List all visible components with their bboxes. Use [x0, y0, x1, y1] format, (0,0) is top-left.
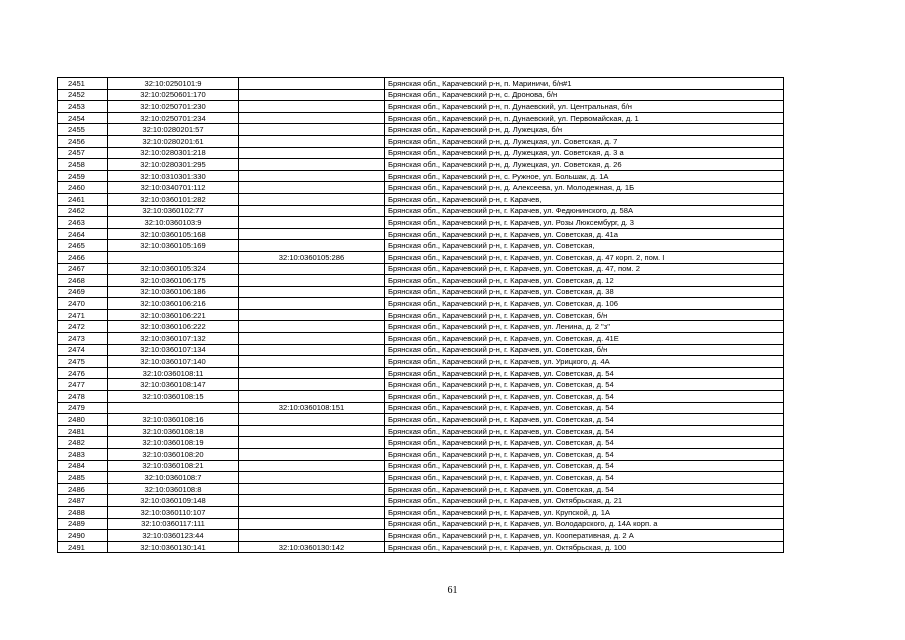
address-cell: Брянская обл., Карачевский р-н, с. Дронова, б/н — [385, 89, 784, 101]
cadastral-number-cell: 32:10:0360109:148 — [108, 495, 239, 507]
row-number-cell: 2485 — [58, 472, 108, 484]
row-number-cell: 2475 — [58, 356, 108, 368]
table-row — [58, 472, 784, 484]
address-cell: Брянская обл., Карачевский р-н, г. Карачев, ул. Советская, д. 54 — [385, 449, 784, 461]
row-number-cell: 2464 — [58, 228, 108, 240]
related-cadastral-number-cell — [239, 518, 385, 530]
address-cell: Брянская обл., Карачевский р-н, г. Карачев, ул. Советская, д. 106 — [385, 298, 784, 310]
cadastral-number-cell: 32:10:0360106:221 — [108, 309, 239, 321]
table-row — [58, 437, 784, 449]
related-cadastral-number-cell — [239, 367, 385, 379]
related-cadastral-number-cell — [239, 228, 385, 240]
address-cell: Брянская обл., Карачевский р-н, г. Карачев, ул. Володарского, д. 14А корп. а — [385, 518, 784, 530]
row-number-cell: 2465 — [58, 240, 108, 252]
related-cadastral-number-cell — [239, 437, 385, 449]
address-cell: Брянская обл., Карачевский р-н, д. Лужецкая, б/н — [385, 124, 784, 136]
row-number-cell: 2451 — [58, 78, 108, 90]
cadastral-number-cell: 32:10:0360108:21 — [108, 460, 239, 472]
row-number-cell: 2457 — [58, 147, 108, 159]
cadastral-number-cell: 32:10:0360106:216 — [108, 298, 239, 310]
row-number-cell: 2480 — [58, 414, 108, 426]
row-number-cell: 2473 — [58, 333, 108, 345]
address-cell: Брянская обл., Карачевский р-н, д. Лужецкая, ул. Советская, д. 3 а — [385, 147, 784, 159]
row-number-cell: 2455 — [58, 124, 108, 136]
cadastral-number-cell — [108, 251, 239, 263]
row-number-cell: 2456 — [58, 135, 108, 147]
address-cell: Брянская обл., Карачевский р-н, г. Карачев, ул. Советская, д. 54 — [385, 483, 784, 495]
cadastral-number-cell: 32:10:0360108:20 — [108, 449, 239, 461]
related-cadastral-number-cell — [239, 112, 385, 124]
related-cadastral-number-cell — [239, 89, 385, 101]
table-row — [58, 449, 784, 461]
related-cadastral-number-cell — [239, 193, 385, 205]
related-cadastral-number-cell — [239, 298, 385, 310]
address-cell: Брянская обл., Карачевский р-н, г. Карачев, ул. Федюнинского, д. 58А — [385, 205, 784, 217]
row-number-cell: 2467 — [58, 263, 108, 275]
related-cadastral-number-cell — [239, 495, 385, 507]
related-cadastral-number-cell: 32:10:0360105:286 — [239, 251, 385, 263]
table-row — [58, 333, 784, 345]
table-row — [58, 356, 784, 368]
row-number-cell: 2483 — [58, 449, 108, 461]
page-number: 61 — [447, 585, 458, 596]
address-cell: Брянская обл., Карачевский р-н, г. Карачев, ул. Крупской, д. 1А — [385, 506, 784, 518]
address-cell: Брянская обл., Карачевский р-н, г. Карачев, ул. Октябрьская, д. 21 — [385, 495, 784, 507]
related-cadastral-number-cell — [239, 321, 385, 333]
related-cadastral-number-cell — [239, 344, 385, 356]
row-number-cell: 2452 — [58, 89, 108, 101]
address-cell: Брянская обл., Карачевский р-н, г. Карачев, ул. Советская, д. 47 корп. 2, пом. I — [385, 251, 784, 263]
table-row — [58, 402, 784, 414]
table-row — [58, 89, 784, 101]
related-cadastral-number-cell — [239, 309, 385, 321]
cadastral-number-cell: 32:10:0280301:218 — [108, 147, 239, 159]
row-number-cell: 2487 — [58, 495, 108, 507]
address-cell: Брянская обл., Карачевский р-н, г. Карачев, ул. Советская, д. 12 — [385, 275, 784, 287]
row-number-cell: 2488 — [58, 506, 108, 518]
table-row — [58, 541, 784, 553]
cadastral-number-cell: 32:10:0360105:168 — [108, 228, 239, 240]
address-cell: Брянская обл., Карачевский р-н, г. Карачев, ул. Советская, д. 54 — [385, 367, 784, 379]
address-cell: Брянская обл., Карачевский р-н, г. Карачев, ул. Советская, б/н — [385, 309, 784, 321]
related-cadastral-number-cell — [239, 135, 385, 147]
related-cadastral-number-cell — [239, 414, 385, 426]
cadastral-number-cell: 32:10:0360108:7 — [108, 472, 239, 484]
table-row — [58, 228, 784, 240]
cadastral-number-cell — [108, 402, 239, 414]
related-cadastral-number-cell — [239, 391, 385, 403]
row-number-cell: 2459 — [58, 170, 108, 182]
row-number-cell: 2471 — [58, 309, 108, 321]
cadastral-number-cell: 32:10:0280201:57 — [108, 124, 239, 136]
address-cell: Брянская обл., Карачевский р-н, г. Карачев, ул. Октябрьская, д. 100 — [385, 541, 784, 553]
table-row — [58, 483, 784, 495]
address-cell: Брянская обл., Карачевский р-н, г. Карачев, ул. Советская, д. 54 — [385, 414, 784, 426]
address-cell: Брянская обл., Карачевский р-н, г. Карачев, ул. Кооперативная, д. 2 А — [385, 530, 784, 542]
row-number-cell: 2491 — [58, 541, 108, 553]
table-row — [58, 275, 784, 287]
address-cell: Брянская обл., Карачевский р-н, п. Дунаевский, ул. Центральная, б/н — [385, 101, 784, 113]
cadastral-number-cell: 32:10:0360123:44 — [108, 530, 239, 542]
table-row — [58, 205, 784, 217]
cadastral-number-cell: 32:10:0360107:132 — [108, 333, 239, 345]
cadastral-number-cell: 32:10:0360110:107 — [108, 506, 239, 518]
address-cell: Брянская обл., Карачевский р-н, г. Карачев, ул. Советская, д. 54 — [385, 391, 784, 403]
related-cadastral-number-cell: 32:10:0360130:142 — [239, 541, 385, 553]
cadastral-number-cell: 32:10:0250101:9 — [108, 78, 239, 90]
table-row — [58, 506, 784, 518]
cadastral-number-cell: 32:10:0360101:282 — [108, 193, 239, 205]
address-cell: Брянская обл., Карачевский р-н, г. Карачев, ул. Советская, д. 41а — [385, 228, 784, 240]
table-row — [58, 379, 784, 391]
address-cell: Брянская обл., Карачевский р-н, г. Карачев, ул. Советская, д. 54 — [385, 379, 784, 391]
cadastral-number-cell: 32:10:0360106:186 — [108, 286, 239, 298]
table-row — [58, 251, 784, 263]
cadastral-number-cell: 32:10:0360108:19 — [108, 437, 239, 449]
table-row — [58, 298, 784, 310]
related-cadastral-number-cell — [239, 124, 385, 136]
related-cadastral-number-cell — [239, 78, 385, 90]
related-cadastral-number-cell — [239, 379, 385, 391]
cadastral-number-cell: 32:10:0360107:134 — [108, 344, 239, 356]
row-number-cell: 2481 — [58, 425, 108, 437]
cadastral-number-cell: 32:10:0360105:169 — [108, 240, 239, 252]
related-cadastral-number-cell — [239, 275, 385, 287]
row-number-cell: 2463 — [58, 217, 108, 229]
address-cell: Брянская обл., Карачевский р-н, г. Карачев, ул. Советская, д. 54 — [385, 472, 784, 484]
related-cadastral-number-cell — [239, 159, 385, 171]
cadastral-number-cell: 32:10:0360108:18 — [108, 425, 239, 437]
related-cadastral-number-cell: 32:10:0360108:151 — [239, 402, 385, 414]
related-cadastral-number-cell — [239, 449, 385, 461]
related-cadastral-number-cell — [239, 205, 385, 217]
cadastral-number-cell: 32:10:0360108:147 — [108, 379, 239, 391]
cadastral-number-cell: 32:10:0360102:77 — [108, 205, 239, 217]
related-cadastral-number-cell — [239, 460, 385, 472]
row-number-cell: 2482 — [58, 437, 108, 449]
row-number-cell: 2477 — [58, 379, 108, 391]
cadastral-number-cell: 32:10:0360108:16 — [108, 414, 239, 426]
related-cadastral-number-cell — [239, 147, 385, 159]
row-number-cell: 2478 — [58, 391, 108, 403]
cadastral-number-cell: 32:10:0360106:222 — [108, 321, 239, 333]
row-number-cell: 2470 — [58, 298, 108, 310]
address-cell: Брянская обл., Карачевский р-н, г. Карачев, ул. Советская, д. 38 — [385, 286, 784, 298]
related-cadastral-number-cell — [239, 472, 385, 484]
table-row — [58, 170, 784, 182]
table-row — [58, 321, 784, 333]
address-cell: Брянская обл., Карачевский р-н, г. Карачев, ул. Советская, д. 54 — [385, 425, 784, 437]
address-cell: Брянская обл., Карачевский р-н, д. Алексеева, ул. Молодежная, д. 1Б — [385, 182, 784, 194]
address-cell: Брянская обл., Карачевский р-н, г. Карачев, ул. Советская, — [385, 240, 784, 252]
cadastral-number-cell: 32:10:0250601:170 — [108, 89, 239, 101]
table-row — [58, 147, 784, 159]
row-number-cell: 2469 — [58, 286, 108, 298]
address-cell: Брянская обл., Карачевский р-н, г. Карачев, ул. Советская, д. 54 — [385, 437, 784, 449]
cadastral-number-cell: 32:10:0280301:295 — [108, 159, 239, 171]
related-cadastral-number-cell — [239, 170, 385, 182]
row-number-cell: 2454 — [58, 112, 108, 124]
cadastral-number-cell: 32:10:0360130:141 — [108, 541, 239, 553]
cadastral-number-cell: 32:10:0280201:61 — [108, 135, 239, 147]
address-cell: Брянская обл., Карачевский р-н, г. Карачев, ул. Советская, д. 41Е — [385, 333, 784, 345]
cadastral-number-cell: 32:10:0360108:11 — [108, 367, 239, 379]
address-cell: Брянская обл., Карачевский р-н, п. Дунаевский, ул. Первомайская, д. 1 — [385, 112, 784, 124]
cadastral-number-cell: 32:10:0310301:330 — [108, 170, 239, 182]
row-number-cell: 2468 — [58, 275, 108, 287]
cadastral-number-cell: 32:10:0360105:324 — [108, 263, 239, 275]
address-cell: Брянская обл., Карачевский р-н, г. Карачев, — [385, 193, 784, 205]
table-row — [58, 367, 784, 379]
cadastral-number-cell: 32:10:0360108:15 — [108, 391, 239, 403]
related-cadastral-number-cell — [239, 530, 385, 542]
address-cell: Брянская обл., Карачевский р-н, г. Карачев, ул. Советская, д. 47, пом. 2 — [385, 263, 784, 275]
row-number-cell: 2489 — [58, 518, 108, 530]
row-number-cell: 2484 — [58, 460, 108, 472]
cadastral-number-cell: 32:10:0250701:234 — [108, 112, 239, 124]
address-cell: Брянская обл., Карачевский р-н, г. Карачев, ул. Ленина, д. 2 "з" — [385, 321, 784, 333]
cadastral-number-cell: 32:10:0360103:9 — [108, 217, 239, 229]
address-cell: Брянская обл., Карачевский р-н, п. Мариничи, б/н#1 — [385, 78, 784, 90]
cadastral-number-cell: 32:10:0250701:230 — [108, 101, 239, 113]
row-number-cell: 2462 — [58, 205, 108, 217]
related-cadastral-number-cell — [239, 333, 385, 345]
related-cadastral-number-cell — [239, 217, 385, 229]
table-row — [58, 495, 784, 507]
table-row — [58, 159, 784, 171]
table-row — [58, 414, 784, 426]
table-row — [58, 78, 784, 90]
table-row — [58, 309, 784, 321]
table-row — [58, 193, 784, 205]
table-row — [58, 124, 784, 136]
address-cell: Брянская обл., Карачевский р-н, г. Карачев, ул. Советская, б/н — [385, 344, 784, 356]
related-cadastral-number-cell — [239, 286, 385, 298]
related-cadastral-number-cell — [239, 356, 385, 368]
table-row — [58, 286, 784, 298]
related-cadastral-number-cell — [239, 101, 385, 113]
registry-table — [57, 77, 784, 553]
related-cadastral-number-cell — [239, 483, 385, 495]
table-row — [58, 344, 784, 356]
row-number-cell: 2486 — [58, 483, 108, 495]
table-row — [58, 391, 784, 403]
table-row — [58, 263, 784, 275]
row-number-cell: 2453 — [58, 101, 108, 113]
address-cell: Брянская обл., Карачевский р-н, г. Карачев, ул. Советская, д. 54 — [385, 402, 784, 414]
row-number-cell: 2474 — [58, 344, 108, 356]
address-cell: Брянская обл., Карачевский р-н, г. Карачев, ул. Урицкого, д. 4А — [385, 356, 784, 368]
address-cell: Брянская обл., Карачевский р-н, д. Лужецкая, ул. Советская, д. 26 — [385, 159, 784, 171]
row-number-cell: 2479 — [58, 402, 108, 414]
table-row — [58, 240, 784, 252]
table-row — [58, 101, 784, 113]
row-number-cell: 2460 — [58, 182, 108, 194]
table-row — [58, 425, 784, 437]
table-row — [58, 135, 784, 147]
cadastral-number-cell: 32:10:0360106:175 — [108, 275, 239, 287]
address-cell: Брянская обл., Карачевский р-н, д. Лужецкая, ул. Советская, д. 7 — [385, 135, 784, 147]
row-number-cell: 2458 — [58, 159, 108, 171]
row-number-cell: 2461 — [58, 193, 108, 205]
related-cadastral-number-cell — [239, 425, 385, 437]
table-row — [58, 518, 784, 530]
related-cadastral-number-cell — [239, 263, 385, 275]
table-row — [58, 460, 784, 472]
table-row — [58, 182, 784, 194]
address-cell: Брянская обл., Карачевский р-н, г. Карачев, ул. Розы Люксембург, д. 3 — [385, 217, 784, 229]
row-number-cell: 2490 — [58, 530, 108, 542]
table-row — [58, 530, 784, 542]
row-number-cell: 2466 — [58, 251, 108, 263]
cadastral-number-cell: 32:10:0340701:112 — [108, 182, 239, 194]
cadastral-number-cell: 32:10:0360107:140 — [108, 356, 239, 368]
registry-table-body — [58, 78, 784, 553]
related-cadastral-number-cell — [239, 240, 385, 252]
related-cadastral-number-cell — [239, 506, 385, 518]
address-cell: Брянская обл., Карачевский р-н, г. Карачев, ул. Советская, д. 54 — [385, 460, 784, 472]
related-cadastral-number-cell — [239, 182, 385, 194]
table-row — [58, 217, 784, 229]
address-cell: Брянская обл., Карачевский р-н, с. Ружное, ул. Большак, д. 1А — [385, 170, 784, 182]
row-number-cell: 2476 — [58, 367, 108, 379]
table-row — [58, 112, 784, 124]
row-number-cell: 2472 — [58, 321, 108, 333]
cadastral-number-cell: 32:10:0360108:8 — [108, 483, 239, 495]
cadastral-number-cell: 32:10:0360117:111 — [108, 518, 239, 530]
